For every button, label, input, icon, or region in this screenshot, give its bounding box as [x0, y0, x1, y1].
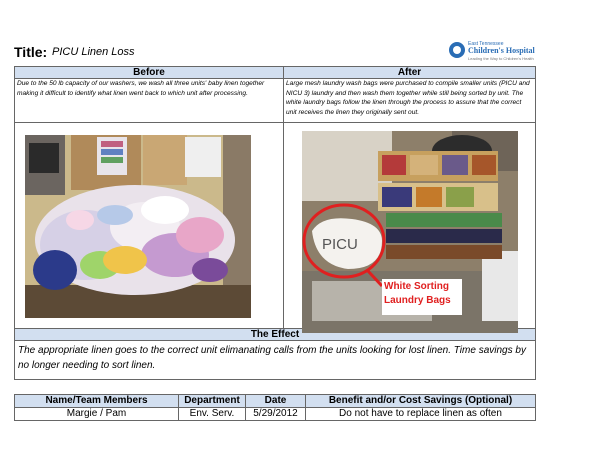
before-photo-cell [15, 123, 284, 329]
effect-header: The Effect [15, 329, 536, 341]
before-after-table [14, 66, 536, 380]
team-table [14, 394, 536, 421]
before-header: Before [15, 67, 284, 79]
team-cell-name: Margie / Pam [15, 408, 179, 421]
after-photo-cell [284, 123, 536, 329]
before-photo [25, 135, 251, 318]
before-photo-image [25, 135, 251, 318]
team-header-benefit: Benefit and/or Cost Savings (Optional) [306, 395, 536, 408]
title-label: Title: [14, 44, 48, 60]
logo-mark-icon [449, 42, 465, 58]
team-cell-benefit: Do not have to replace linen as often [306, 408, 536, 421]
after-description: Large mesh laundry wash bags were purchased to compile smaller units (PICU and NICU 3) laundry and then wash them together while still being sorted by unit. The white laundry bags follow the linen through the process to assure that the correct unit receives the linen they originally sent out. [284, 79, 536, 123]
bag-label: PICU [322, 236, 358, 253]
team-header-date: Date [246, 395, 306, 408]
page-title: PICU Linen Loss [52, 46, 135, 58]
logo-top-text: East Tennessee [468, 41, 504, 47]
team-cell-department: Env. Serv. [179, 408, 246, 421]
team-header-name: Name/Team Members [15, 395, 179, 408]
effect-text: The appropriate linen goes to the correct unit elimanating calls from the units looking for lost linen. Time savings by no longer needing to sort linen. [15, 341, 536, 380]
after-header: After [284, 67, 536, 79]
team-header-department: Department [179, 395, 246, 408]
team-cell-date: 5/29/2012 [246, 408, 306, 421]
hospital-logo [449, 41, 533, 63]
title-row [14, 42, 535, 64]
after-photo [302, 131, 518, 333]
logo-tagline: Leading the Way to Children's Health [468, 56, 534, 61]
callout-label: White Sorting Laundry Bags [384, 281, 451, 306]
before-description: Due to the 50 lb capacity of our washers, we wash all three units' baby linen together making it difficult to identify what linen went back to which unit after processing. [15, 79, 284, 123]
logo-main-text: Children's Hospital [468, 46, 535, 55]
